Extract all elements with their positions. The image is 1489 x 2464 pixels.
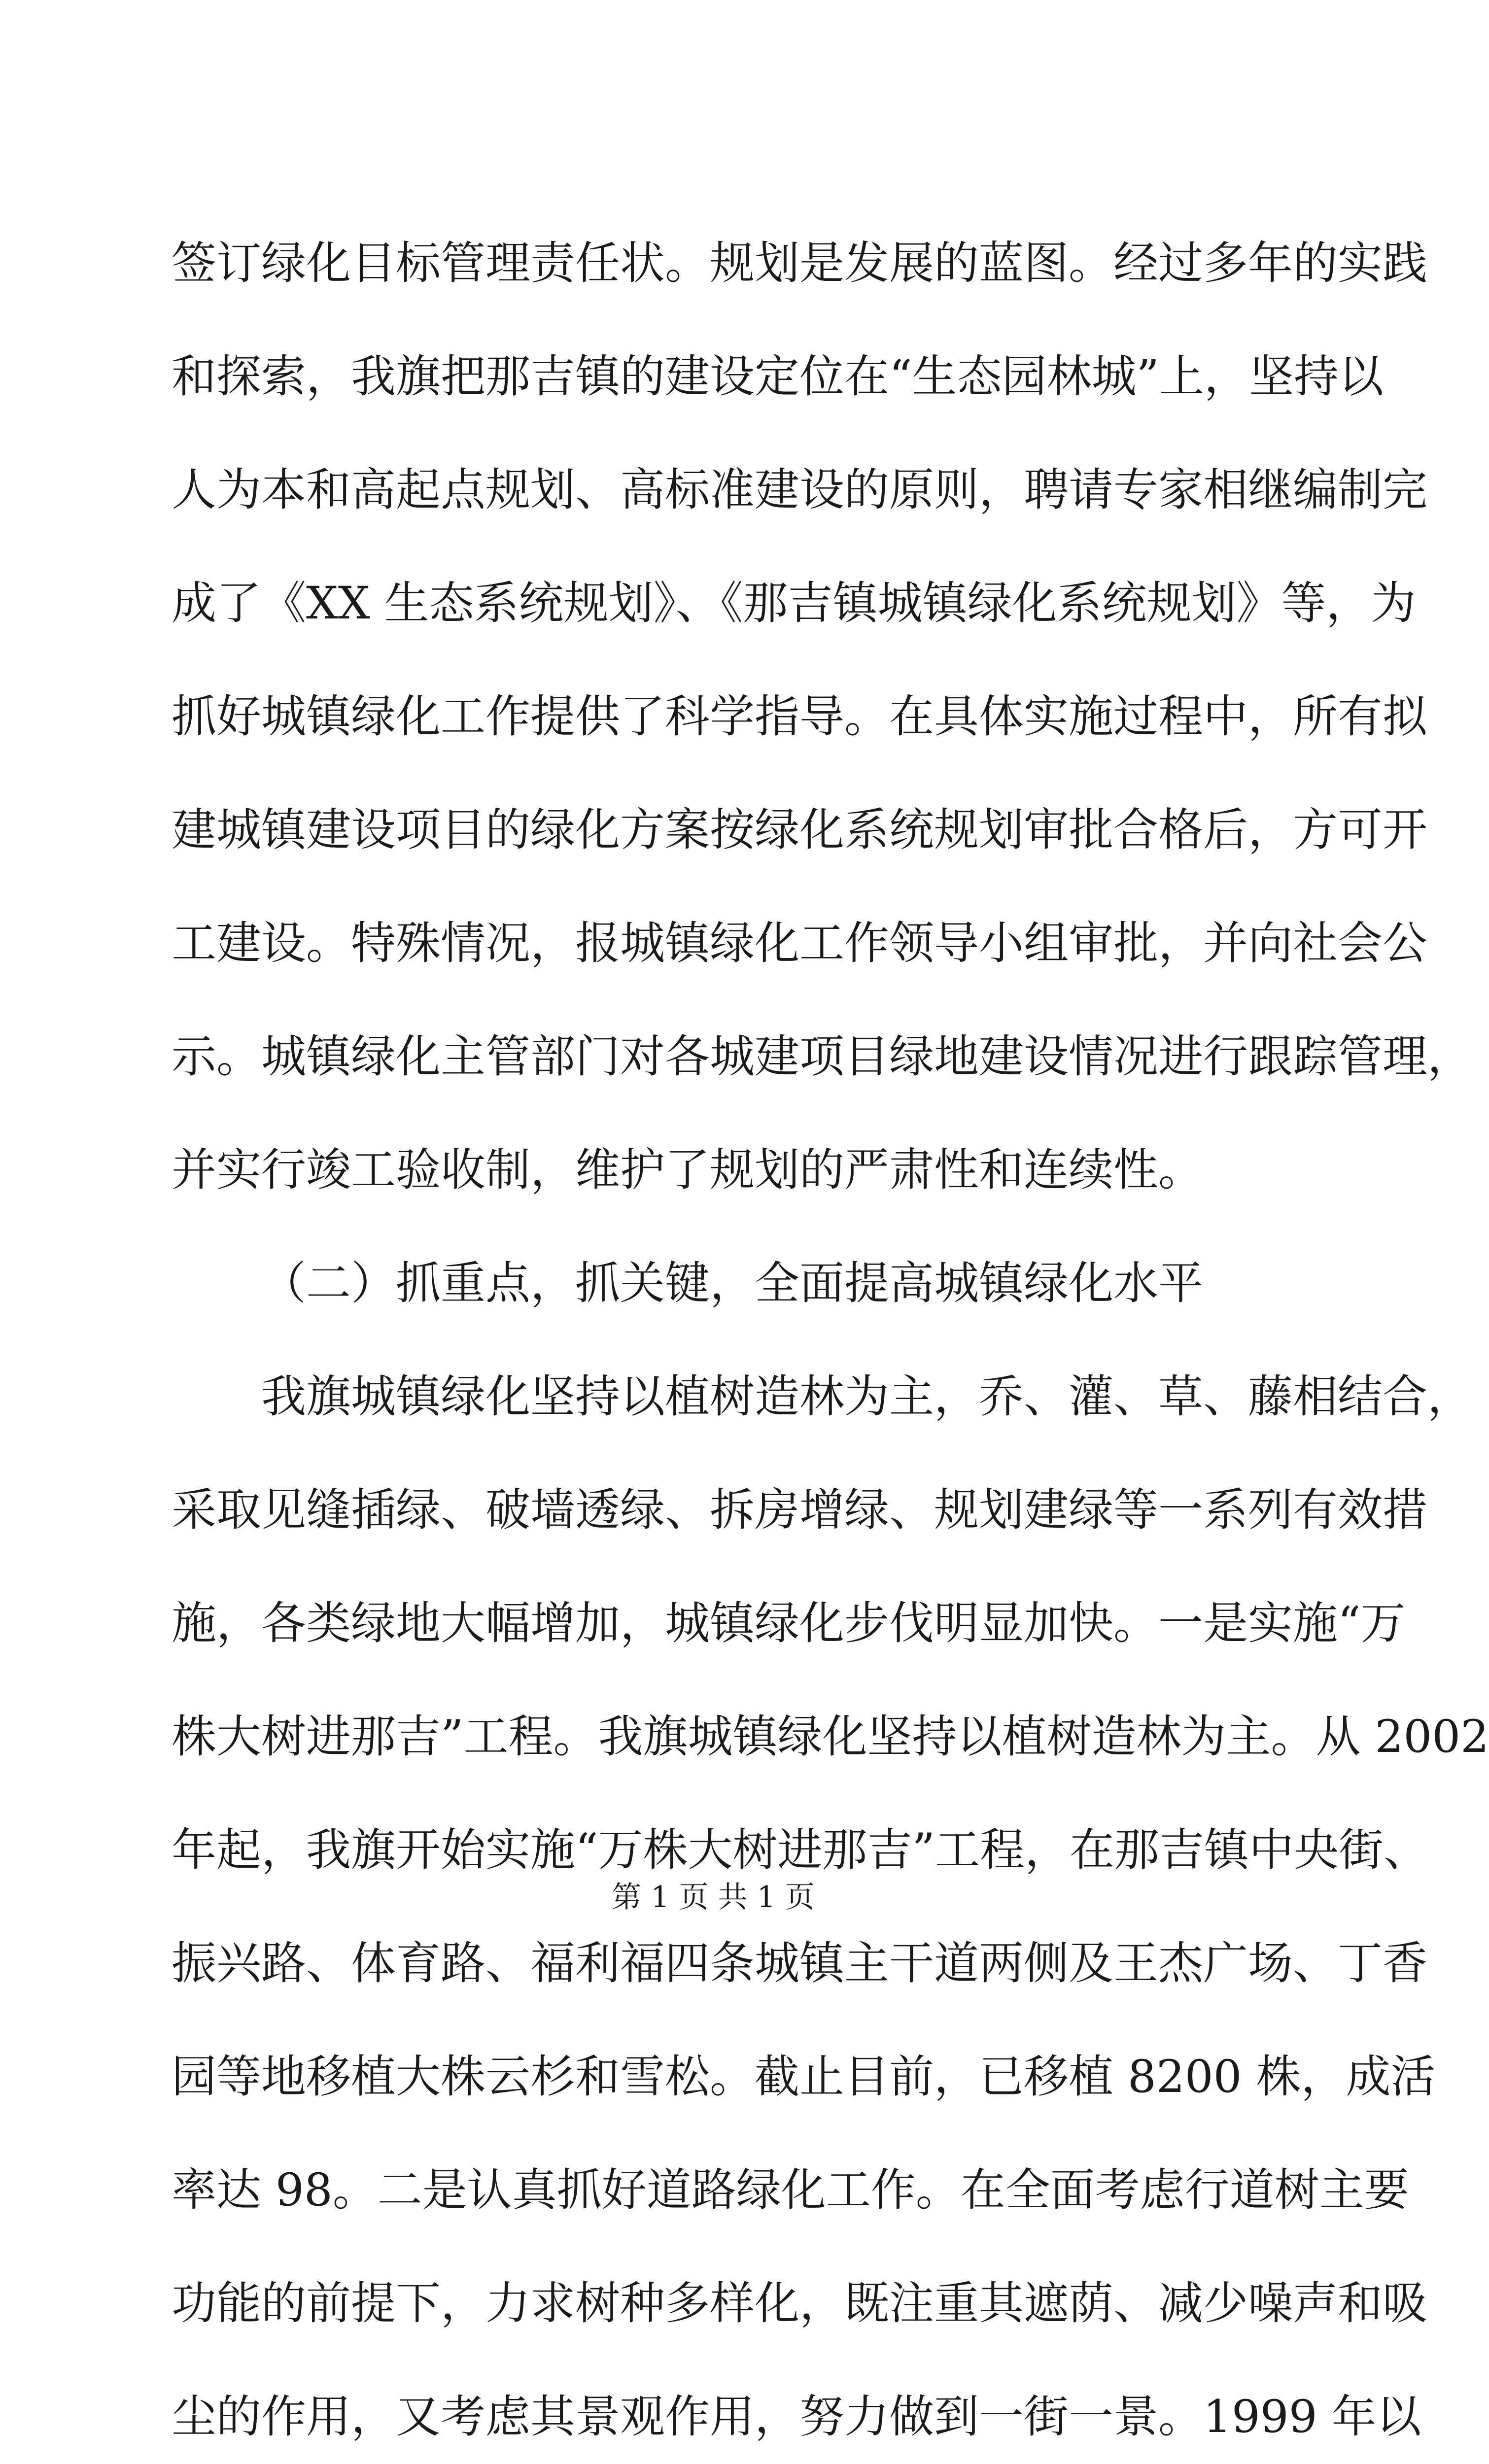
paragraph-1-line: 并实行竣工验收制，维护了规划的严肃性和连续性。 — [172, 1144, 1204, 1196]
paragraph-1-line: 工建设。特殊情况，报城镇绿化工作领导小组审批，并向社会公 — [172, 918, 1428, 969]
paragraph-1-line: 和探索，我旗把那吉镇的建设定位在“生态园林城”上，坚持以 — [172, 351, 1384, 403]
paragraph-1-line: 成了《XX 生态系统规划》、《那吉镇城镇绿化系统规划》等，为 — [172, 578, 1416, 629]
section-heading: （二）抓重点，抓关键，全面提高城镇绿化水平 — [261, 1258, 1204, 1309]
paragraph-1-line: 示。城镇绿化主管部门对各城建项目绿地建设情况进行跟踪管理， — [172, 1031, 1473, 1083]
paragraph-1-line: 人为本和高起点规划、高标准建设的原则，聘请专家相继编制完 — [172, 464, 1428, 516]
paragraph-2-line: 年起，我旗开始实施“万株大树进那吉”工程，在那吉镇中央街、 — [172, 1824, 1429, 1876]
paragraph-2-line: 尘的作用，又考虑其景观作用，努力做到一街一景。1999 年以 — [172, 2391, 1421, 2443]
paragraph-2-line: 率达 98。二是认真抓好道路绿化工作。在全面考虑行道树主要 — [172, 2164, 1409, 2216]
paragraph-2-line: 采取见缝插绿、破墙透绿、拆房增绿、规划建绿等一系列有效措 — [172, 1484, 1428, 1536]
paragraph-1-line: 建城镇建设项目的绿化方案按绿化系统规划审批合格后，方可开 — [172, 804, 1428, 856]
paragraph-2-line: 我旗城镇绿化坚持以植树造林为主，乔、灌、草、藤相结合， — [261, 1371, 1473, 1423]
paragraph-2-line: 振兴路、体育路、福利福四条城镇主干道两侧及王杰广场、丁香 — [172, 1938, 1428, 1989]
paragraph-2-line: 功能的前提下，力求树种多样化，既注重其遮荫、减少噪声和吸 — [172, 2278, 1428, 2329]
paragraph-1-line: 抓好城镇绿化工作提供了科学指导。在具体实施过程中，所有拟 — [172, 691, 1428, 743]
paragraph-2-line: 园等地移植大株云杉和雪松。截止目前，已移植 8200 株，成活 — [172, 2051, 1436, 2103]
paragraph-1-line: 签订绿化目标管理责任状。规划是发展的蓝图。经过多年的实践 — [172, 238, 1428, 289]
document-body — [172, 207, 1489, 2464]
page-footer: 第 1 页 共 1 页 — [612, 1880, 815, 1915]
paragraph-2-line: 株大树进那吉”工程。我旗城镇绿化坚持以植树造林为主。从 2002 — [172, 1711, 1489, 1763]
paragraph-2-line: 施，各类绿地大幅增加，城镇绿化步伐明显加快。一是实施“万 — [172, 1598, 1406, 1649]
